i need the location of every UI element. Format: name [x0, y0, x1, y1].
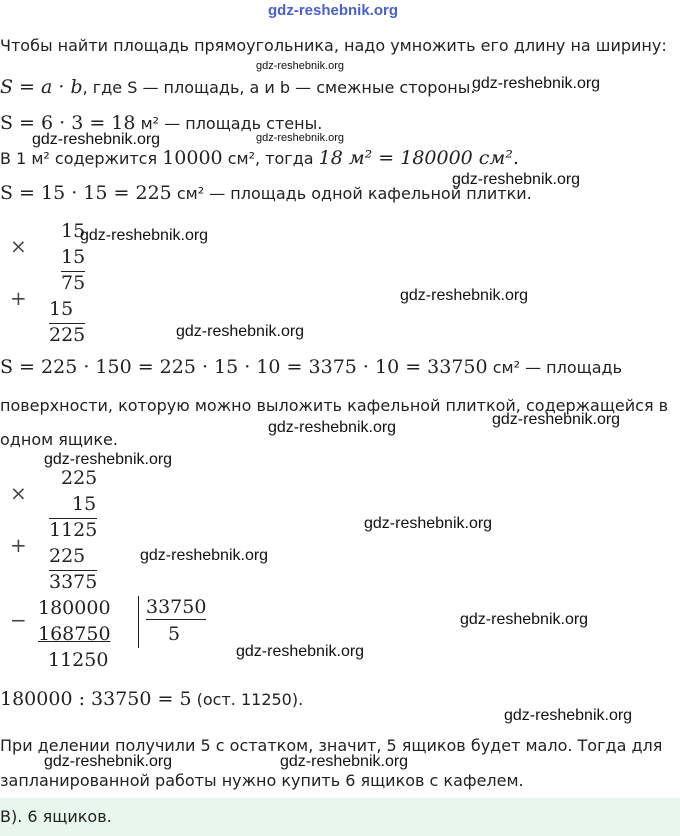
conversion-math: 18 м² = 180000 см². — [318, 147, 519, 169]
mult1-a: 15 — [61, 220, 86, 242]
box-area-text: см² — площадь — [487, 358, 622, 377]
division-dividend: 180000 — [38, 597, 111, 619]
watermark: gdz-reshebnik.org — [176, 323, 305, 340]
tile-area-text: см² — площадь одной кафельной плитки. — [171, 184, 532, 203]
division-subtract: 168750 — [38, 623, 111, 645]
watermark: gdz-reshebnik.org — [256, 60, 345, 72]
division-result-line — [0, 688, 303, 710]
watermark: gdz-reshebnik.org — [140, 547, 269, 564]
mult1-p2: 15 — [49, 298, 74, 320]
box-area-cont: поверхности, которую можно выложить кафельной плиткой, содержащейся в — [0, 396, 669, 415]
minus-sign: − — [10, 608, 27, 632]
watermark-top: gdz-reshebnik.org — [268, 2, 399, 19]
watermark: gdz-reshebnik.org — [32, 131, 161, 148]
conversion-line — [0, 147, 519, 169]
watermark: gdz-reshebnik.org — [44, 451, 173, 468]
times-sign: × — [10, 234, 27, 258]
box-area-line — [0, 356, 622, 378]
division-result-text: (ост. 11250). — [191, 690, 304, 709]
watermark: gdz-reshebnik.org — [80, 227, 209, 244]
conclusion-line-1: При делении получили 5 с остатком, значит, 5 ящиков будет мало. Тогда для — [0, 736, 663, 755]
formula-wall-math: S = 6 · 3 = 18 — [0, 112, 136, 134]
division-bar — [138, 596, 139, 648]
times-sign: × — [10, 481, 27, 505]
mult2-p1: 1125 — [49, 519, 98, 541]
watermark: gdz-reshebnik.org — [236, 643, 365, 660]
division-result-math: 180000 : 33750 = 5 — [0, 688, 192, 710]
watermark: gdz-reshebnik.org — [400, 287, 529, 304]
answer-text: В). 6 ящиков. — [0, 807, 112, 826]
mult2-b: 15 — [72, 493, 97, 515]
conversion-text-a: В 1 м² содержится — [0, 149, 163, 168]
division-divisor: 33750 — [146, 596, 207, 618]
tile-area-math: S = 15 · 15 = 225 — [0, 182, 172, 204]
formula-area-definition — [0, 76, 475, 98]
plus-sign: + — [10, 286, 27, 310]
watermark: gdz-reshebnik.org — [504, 707, 633, 724]
watermark: gdz-reshebnik.org — [364, 515, 493, 532]
answer-box — [0, 798, 680, 836]
watermark: gdz-reshebnik.org — [44, 753, 173, 770]
watermark: gdz-reshebnik.org — [452, 171, 581, 188]
box-area-end: одном ящике. — [0, 430, 118, 449]
mult1-p1: 75 — [61, 272, 86, 294]
mult1-b: 15 — [61, 246, 86, 268]
conversion-text-c: см², тогда — [222, 149, 319, 168]
watermark: gdz-reshebnik.org — [492, 411, 621, 428]
division-quotient: 5 — [168, 623, 181, 645]
intro-text: Чтобы найти площадь прямоугольника, надо умножить его длину на ширину: — [0, 36, 667, 55]
mult2-a: 225 — [61, 467, 98, 489]
watermark: gdz-reshebnik.org — [472, 75, 601, 92]
mult2-p2: 225 — [49, 545, 86, 567]
mult2-result: 3375 — [49, 571, 98, 593]
mult1-result: 225 — [49, 324, 86, 346]
watermark: gdz-reshebnik.org — [268, 419, 397, 436]
formula-area-text: , где S — площадь, a и b — смежные стороны. — [82, 78, 476, 97]
watermark: gdz-reshebnik.org — [460, 611, 589, 628]
division-remainder: 11250 — [48, 649, 109, 671]
formula-area-math: S = a · b — [0, 76, 83, 98]
watermark: gdz-reshebnik.org — [256, 132, 345, 144]
plus-sign: + — [10, 533, 27, 557]
watermark: gdz-reshebnik.org — [280, 753, 409, 770]
conversion-number: 10000 — [162, 147, 223, 169]
formula-wall-text: м² — площадь стены. — [135, 114, 323, 133]
conclusion-line-2: запланированной работы нужно купить 6 ящиков с кафелем. — [0, 771, 524, 790]
box-area-math: S = 225 · 150 = 225 · 15 · 10 = 3375 · 10 = 33750 — [0, 356, 488, 378]
